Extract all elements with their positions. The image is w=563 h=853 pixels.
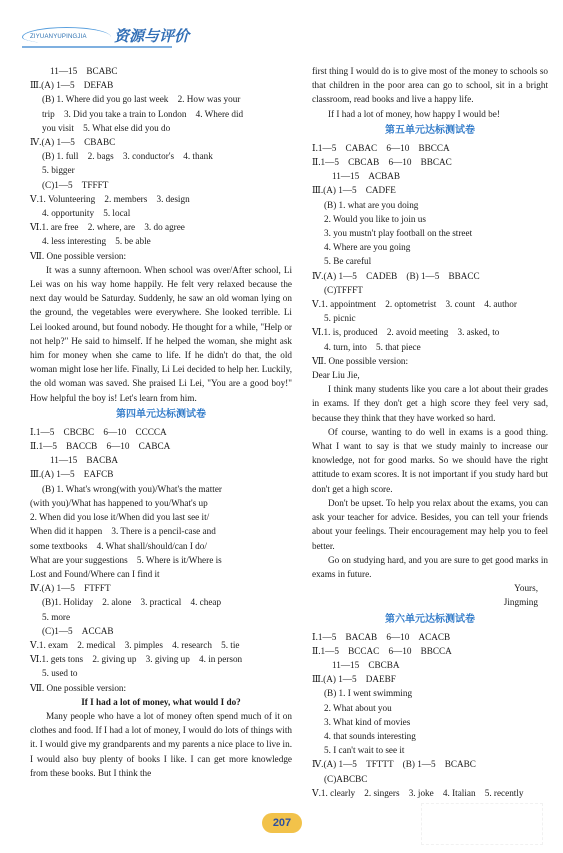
answer-line: (C)ABCBC: [324, 773, 368, 784]
essay-paragraph: It was a sunny afternoon. When school was over/After school, Li Lei was on his way home happily. He felt very relaxed because the next day would be Saturday. Suddenly, he saw an old woman lying on the ground, the vegetables were everywhere. She looked terrible. Li Lei looked around, but found nobody. He thought for a while, "Help or not help?" He said to himself. If he helped the woman, she might ask him for money when she came to life. If he didn't do that, the old woman might lose her life. Finally, Li Lei decided to help her. Luckily, the old woman was saved. She praised Li Lei, "You are a good boy!" How helpful the boy is! Let's learn from him.: [30, 264, 292, 403]
answer-line: 3. you mustn't play football on the street: [324, 228, 473, 239]
answer-line: Ⅲ.(A) 1—5 DEFAB: [30, 80, 114, 91]
answer-line: Ⅱ.1—5 BACCB 6—10 CABCA: [30, 441, 171, 452]
answer-line: (C)1—5 TFFFT: [42, 179, 109, 190]
answer-line: (B) 1. I went swimming: [324, 688, 413, 699]
answer-line: 5. Be careful: [324, 256, 372, 267]
letter-closing: Yours,: [514, 583, 538, 594]
answer-line: Ⅳ.(A) 1—5 CADEB (B) 1—5 BBACC: [312, 270, 480, 281]
answer-line: Ⅳ.(A) 1—5 CBABC: [30, 137, 116, 148]
essay-paragraph: first thing I would do is to give most of the money to schools so that children in the poor area can go to school, sit in a bright classroom, read books and live a happy life.: [312, 66, 548, 105]
letter-salutation: Dear Liu Jie,: [312, 370, 360, 381]
answer-line: (B)1. Holiday 2. alone 3. practical 4. cheap: [42, 597, 222, 608]
section-title-unit4: 第四单元达标测试卷: [116, 408, 206, 420]
answer-line: (B) 1. what are you doing: [324, 199, 419, 210]
answer-line: Ⅲ.(A) 1—5 CADFE: [312, 185, 396, 196]
answer-line: Ⅳ.(A) 1—5 TFTTT (B) 1—5 BCABC: [312, 759, 476, 770]
page-number: 207: [262, 813, 302, 833]
answer-line: (B) 1. Where did you go last week 2. How was your: [42, 94, 241, 105]
watermark-stamp: [421, 803, 543, 845]
answer-line: Ⅵ.1. are free 2. where, are 3. do agree: [30, 222, 185, 233]
logo-title: 资源与评价: [114, 27, 190, 45]
answer-line: Ⅲ.(A) 1—5 EAFCB: [30, 469, 114, 480]
answer-line: When did it happen 3. There is a pencil-case and: [30, 526, 216, 537]
answer-line: 2. Would you like to join us: [324, 213, 426, 224]
section-title-unit6: 第六单元达标测试卷: [385, 613, 475, 625]
answer-line: Ⅶ. One possible version:: [30, 682, 127, 693]
answer-line: Ⅰ.1—5 CBCBC 6—10 CCCCA: [30, 426, 167, 437]
answer-line: you visit 5. What else did you do: [42, 122, 171, 133]
essay-paragraph: Many people who have a lot of money often spend much of it on clothes and food. If I had a lot of money, I would do lots of things with it. I would give my grandparents and my parents a nice place to live in. I would also buy plenty of books I like. I can get more knowledge from these books. But I think the: [30, 710, 292, 778]
answer-line: 11—15 ACBAB: [332, 171, 401, 182]
answer-line: Ⅲ.(A) 1—5 DAEBF: [312, 674, 396, 685]
logo-pinyin: ZIYUANYUPINGJIA: [30, 34, 87, 40]
answer-line: trip 3. Did you take a train to London 4. Where did: [42, 108, 244, 119]
answer-line: Ⅵ.1. gets tons 2. giving up 3. giving up 4. in person: [30, 654, 243, 665]
answer-line: 3. What kind of movies: [324, 716, 411, 727]
answer-line: 5. I can't wait to see it: [324, 745, 405, 756]
answer-line: some textbooks 4. What shall/should/can I do/: [30, 540, 207, 551]
letter-paragraph: Don't be upset. To help you relax about the exams, you can ask your teacher for advice. Besides, you can tell your friends about your feelings. Their encouragement may help you to feel better.: [312, 497, 548, 551]
answer-line: 4. that sounds interesting: [324, 730, 416, 741]
header-rule: [22, 46, 172, 48]
left-column: [30, 64, 292, 780]
answer-line: 11—15 BCABC: [50, 66, 118, 76]
section-title-unit5: 第五单元达标测试卷: [385, 124, 475, 136]
header-logo: [22, 22, 222, 52]
answer-line: 4. opportunity 5. local: [42, 208, 131, 219]
answer-line: 2. What about you: [324, 702, 392, 713]
answer-line: (C)1—5 ACCAB: [42, 625, 114, 636]
answer-line: Ⅳ.(A) 1—5 FTFFT: [30, 583, 111, 594]
answer-line: What are your suggestions 5. Where is it/Where is: [30, 554, 222, 565]
answer-line: 5. used to: [42, 668, 78, 679]
answer-line: 4. less interesting 5. be able: [42, 236, 151, 247]
answer-line: Ⅰ.1—5 BACAB 6—10 ACACB: [312, 631, 451, 642]
answer-line: 11—15 CBCBA: [332, 659, 400, 670]
answer-line: 11—15 BACBA: [50, 455, 119, 466]
answer-line: Ⅶ. One possible version:: [312, 355, 409, 366]
essay-paragraph: If I had a lot of money, how happy I would be!: [328, 108, 500, 119]
answer-line: Ⅰ.1—5 CABAC 6—10 BBCCA: [312, 142, 450, 153]
answer-line: 4. Where are you going: [324, 242, 411, 253]
answer-line: Ⅶ. One possible version:: [30, 250, 127, 261]
letter-paragraph: Of course, wanting to do well in exams is a good thing. What I want to say is that we study mainly to increase our knowledge, not for good marks. So we should have the right attitude to exam scores. It is not important if you study hard but don't get a high score.: [312, 426, 548, 494]
answer-line: 5. more: [42, 611, 71, 622]
answer-line: Ⅴ.1. Volunteering 2. members 3. design: [30, 193, 190, 204]
answer-line: Lost and Found/Where can I find it: [30, 568, 160, 579]
answer-line: Ⅴ.1. exam 2. medical 3. pimples 4. research 5. tie: [30, 639, 240, 650]
answer-line: Ⅱ.1—5 BCCAC 6—10 BBCCA: [312, 645, 452, 656]
answer-line: Ⅱ.1—5 CBCAB 6—10 BBCAC: [312, 157, 452, 168]
answer-line: 5. bigger: [42, 165, 75, 176]
letter-paragraph: Go on studying hard, and you are sure to get good marks in exams in future.: [312, 554, 548, 579]
answer-line: Ⅴ.1. clearly 2. singers 3. joke 4. Italian 5. recently: [312, 787, 524, 798]
right-column: [312, 64, 548, 800]
answer-line: (B) 1. full 2. bags 3. conductor's 4. thank: [42, 151, 213, 162]
answer-line: (with you)/What has happened to you/What's up: [30, 497, 208, 508]
answer-line: (B) 1. What's wrong(with you)/What's the matter: [42, 483, 222, 494]
answer-line: 4. turn, into 5. that piece: [324, 341, 421, 352]
letter-signature: Jingming: [503, 597, 538, 608]
answer-line: Ⅴ.1. appointment 2. optometrist 3. count 4. author: [312, 299, 517, 310]
essay-title: If I had a lot of money, what would I do?: [81, 696, 241, 707]
answer-line: 5. picnic: [324, 313, 356, 324]
answer-line: Ⅵ.1. is, produced 2. avoid meeting 3. asked, to: [312, 327, 500, 338]
answer-line: 2. When did you lose it/When did you last see it/: [30, 512, 210, 523]
answer-line: (C)TFFFT: [324, 284, 363, 295]
letter-paragraph: I think many students like you care a lot about their grades in exams. If they don't get a high score they feel very sad, because they think that they have worked so hard.: [312, 384, 548, 423]
